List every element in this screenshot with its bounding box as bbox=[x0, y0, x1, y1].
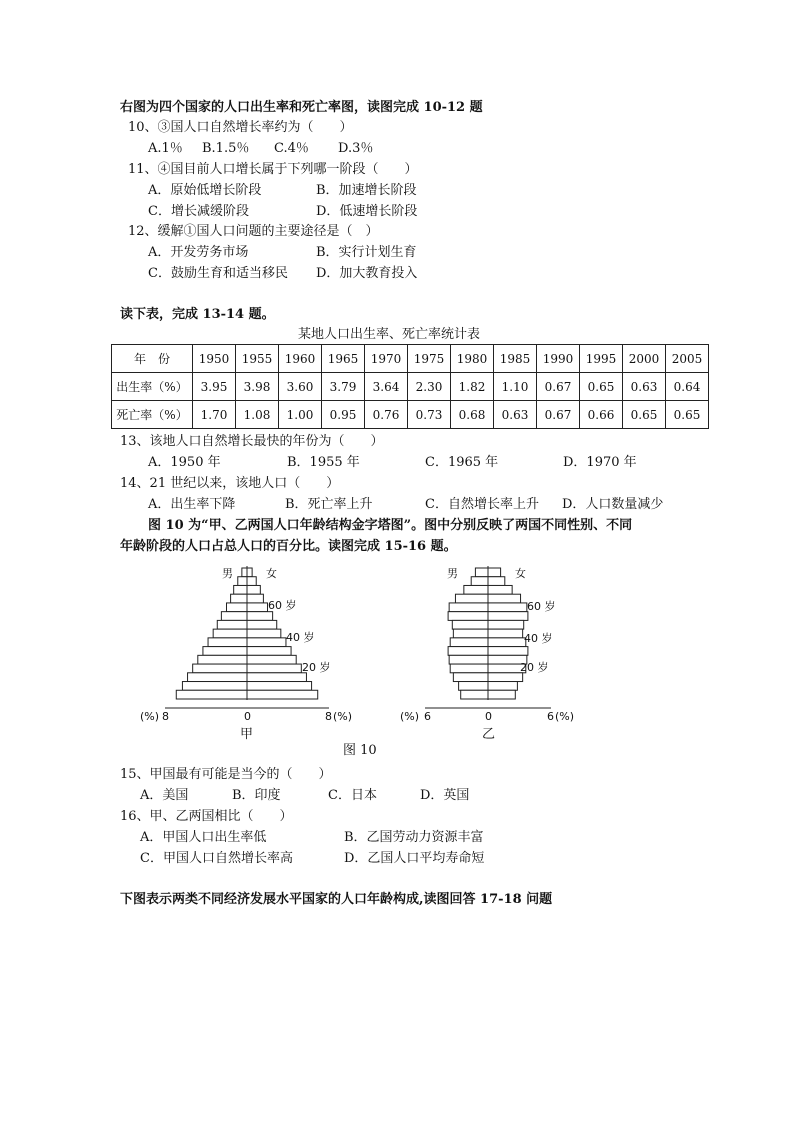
pyramid-tick-center: 0 bbox=[485, 710, 492, 723]
question-13-stem: 13、该地人口自然增长最快的年份为（ ） bbox=[120, 434, 384, 449]
pyramid-age-label-60: 60 岁 bbox=[268, 599, 297, 612]
question-11-option-a[interactable]: A．原始低增长阶段 bbox=[148, 183, 262, 198]
pyramid-age-label-20: 20 岁 bbox=[520, 661, 549, 674]
table-row-death bbox=[112, 401, 709, 429]
pyramid-bar-male bbox=[464, 585, 488, 594]
pyramid-bar-male bbox=[176, 690, 247, 699]
pyramid-bar-male bbox=[475, 568, 488, 577]
table-cell: 1965 bbox=[322, 345, 365, 373]
pyramid-bar-male bbox=[461, 690, 488, 699]
pyramid-bar-male bbox=[234, 585, 247, 594]
pyramid-bar-female bbox=[488, 585, 512, 594]
pyramid-bar-female bbox=[247, 612, 273, 621]
pyramid-tick-left: 6 bbox=[424, 710, 431, 723]
pyramid-bar-male bbox=[471, 577, 488, 586]
pyramid-female-label: 女 bbox=[515, 567, 526, 580]
pyramid-bar-male bbox=[213, 629, 247, 638]
table-cell: 3.60 bbox=[279, 373, 322, 401]
table-cell: 0.64 bbox=[666, 373, 709, 401]
pyramid-age-label-40: 40 岁 bbox=[524, 632, 553, 645]
pyramid-bar-male bbox=[188, 673, 247, 682]
pyramid-bar-female bbox=[488, 682, 517, 691]
table-cell: 0.65 bbox=[580, 373, 623, 401]
question-16-option-d[interactable]: D．乙国人口平均寿命短 bbox=[344, 851, 485, 866]
question-16-option-a[interactable]: A．甲国人口出生率低 bbox=[140, 830, 267, 845]
table-header-year: 年 份 bbox=[112, 345, 193, 373]
table-cell: 0.67 bbox=[537, 401, 580, 429]
pyramid-bar-male bbox=[221, 612, 247, 621]
pyramid-bar-male bbox=[452, 620, 488, 629]
table-cell: 0.67 bbox=[537, 373, 580, 401]
pyramid-bar-female bbox=[247, 690, 318, 699]
table-cell: 0.63 bbox=[623, 373, 666, 401]
pyramid-chart-jia bbox=[140, 560, 360, 745]
pyramid-bar-female bbox=[247, 673, 306, 682]
question-14-option-d[interactable]: D．人口数量减少 bbox=[562, 497, 664, 512]
table-cell: 3.95 bbox=[193, 373, 236, 401]
pyramid-bar-male bbox=[448, 647, 488, 656]
question-14-option-b[interactable]: B．死亡率上升 bbox=[285, 497, 373, 512]
pyramid-bar-female bbox=[247, 577, 256, 586]
table-cell: 0.65 bbox=[666, 401, 709, 429]
pyramid-bar-male bbox=[450, 638, 488, 647]
table-cell: 2.30 bbox=[408, 373, 451, 401]
table-cell: 1950 bbox=[193, 345, 236, 373]
question-15-option-a[interactable]: A．美国 bbox=[140, 788, 189, 803]
pyramid-bar-female bbox=[488, 620, 524, 629]
question-15-option-b[interactable]: B．印度 bbox=[232, 788, 281, 803]
table-header-death: 死亡率（%） bbox=[112, 401, 193, 429]
question-15-option-c[interactable]: C．日本 bbox=[328, 788, 377, 803]
question-13-option-d[interactable]: D．1970 年 bbox=[563, 455, 637, 470]
pyramid-name-jia: 甲 bbox=[240, 727, 254, 742]
pyramid-bar-female bbox=[247, 568, 252, 577]
table-cell: 1980 bbox=[451, 345, 494, 373]
pyramid-axis-unit-right: (%) bbox=[555, 710, 575, 723]
table-cell: 1995 bbox=[580, 345, 623, 373]
pyramid-bar-male bbox=[450, 664, 488, 673]
question-13-option-b[interactable]: B．1955 年 bbox=[287, 455, 360, 470]
pyramid-male-label: 男 bbox=[222, 567, 233, 580]
pyramid-male-label: 男 bbox=[447, 567, 458, 580]
pyramid-tick-right: 8 bbox=[325, 710, 332, 723]
table-cell: 0.66 bbox=[580, 401, 623, 429]
table-cell: 1.00 bbox=[279, 401, 322, 429]
table-cell: 1955 bbox=[236, 345, 279, 373]
pyramid-bar-female bbox=[247, 682, 312, 691]
pyramid-bar-female bbox=[488, 647, 528, 656]
pyramid-bar-female bbox=[247, 603, 268, 612]
pyramid-bar-female bbox=[247, 585, 260, 594]
question-10-stem: 10、③国人口自然增长率约为（ ） bbox=[128, 120, 353, 135]
question-12-option-c[interactable]: C．鼓励生育和适当移民 bbox=[148, 266, 288, 281]
pyramid-bar-male bbox=[203, 647, 247, 656]
pyramid-bar-male bbox=[448, 612, 488, 621]
pyramid-bar-female bbox=[488, 638, 526, 647]
table-cell: 1.82 bbox=[451, 373, 494, 401]
pyramid-age-label-40: 40 岁 bbox=[286, 631, 315, 644]
pyramid-bar-female bbox=[488, 594, 521, 603]
table-row-birth bbox=[112, 373, 709, 401]
table-cell: 0.68 bbox=[451, 401, 494, 429]
pyramid-female-label: 女 bbox=[266, 567, 277, 580]
pyramid-name-yi: 乙 bbox=[482, 727, 496, 742]
question-14-option-a[interactable]: A．出生率下降 bbox=[148, 497, 236, 512]
table-cell: 1.70 bbox=[193, 401, 236, 429]
table-cell: 0.63 bbox=[494, 401, 537, 429]
pyramid-axis-unit-left: (%) bbox=[400, 710, 420, 723]
table-row-years bbox=[112, 345, 709, 373]
pyramid-bar-female bbox=[488, 629, 523, 638]
pyramid-axis-unit-right: (%) bbox=[333, 710, 353, 723]
pyramid-tick-left: 8 bbox=[162, 710, 169, 723]
question-13-option-c[interactable]: C．1965 年 bbox=[425, 455, 499, 470]
pyramid-bar-female bbox=[488, 690, 515, 699]
question-14-stem: 14、21 世纪以来，该地人口（ ） bbox=[120, 476, 340, 491]
pyramid-age-label-60: 60 岁 bbox=[527, 600, 556, 613]
table-cell: 1.08 bbox=[236, 401, 279, 429]
pyramid-bar-male bbox=[449, 655, 488, 664]
pyramid-bar-male bbox=[193, 664, 247, 673]
question-16-option-b[interactable]: B．乙国劳动力资源丰富 bbox=[344, 830, 484, 845]
table-cell: 1960 bbox=[279, 345, 322, 373]
question-10-option-a[interactable]: A.1％ bbox=[148, 141, 183, 156]
question-11-option-d[interactable]: D．低速增长阶段 bbox=[316, 204, 418, 219]
pyramid-tick-right: 6 bbox=[547, 710, 554, 723]
table-cell: 1970 bbox=[365, 345, 408, 373]
table-cell: 1.10 bbox=[494, 373, 537, 401]
table-cell: 0.65 bbox=[623, 401, 666, 429]
table-header-birth: 出生率（%） bbox=[112, 373, 193, 401]
pyramid-bar-male bbox=[208, 638, 247, 647]
pyramid-bar-female bbox=[247, 647, 291, 656]
table-cell: 3.79 bbox=[322, 373, 365, 401]
pyramid-bar-male bbox=[231, 594, 247, 603]
question-13-option-a[interactable]: A．1950 年 bbox=[148, 455, 221, 470]
stats-table bbox=[111, 344, 709, 429]
table-title: 某地人口出生率、死亡率统计表 bbox=[298, 327, 481, 342]
pyramid-bar-female bbox=[488, 612, 528, 621]
question-11-stem: 11、④国目前人口增长属于下列哪一阶段（ ） bbox=[128, 162, 418, 177]
pyramid-bar-male bbox=[182, 682, 247, 691]
pyramid-bar-male bbox=[242, 568, 247, 577]
question-15-option-d[interactable]: D．英国 bbox=[420, 788, 470, 803]
pyramid-tick-center: 0 bbox=[244, 710, 251, 723]
pyramid-bar-female bbox=[247, 655, 296, 664]
table-cell: 2000 bbox=[623, 345, 666, 373]
table-cell: 2005 bbox=[666, 345, 709, 373]
pyramid-bar-male bbox=[453, 673, 488, 682]
pyramid-bar-male bbox=[453, 629, 488, 638]
section-intro-15-16-line2: 年龄阶段的人口占总人口的百分比。读图完成 15-16 题。 bbox=[120, 539, 457, 554]
question-10-option-c[interactable]: C.4％ bbox=[274, 141, 309, 156]
question-14-option-c[interactable]: C．自然增长率上升 bbox=[425, 497, 539, 512]
pyramid-axis-unit-left: (%) bbox=[140, 710, 160, 723]
section-intro-13-14: 读下表，完成 13-14 题。 bbox=[120, 307, 275, 322]
question-10-option-b[interactable]: B.1.5％ bbox=[202, 141, 250, 156]
pyramid-bar-female bbox=[488, 603, 527, 612]
question-11-option-b[interactable]: B．加速增长阶段 bbox=[316, 183, 417, 198]
pyramid-bar-male bbox=[238, 577, 247, 586]
question-12-option-a[interactable]: A．开发劳务市场 bbox=[148, 245, 249, 260]
pyramid-bar-male bbox=[198, 655, 247, 664]
section-intro-17-18: 下图表示两类不同经济发展水平国家的人口年龄构成,读图回答 17-18 问题 bbox=[120, 892, 553, 907]
table-cell: 3.64 bbox=[365, 373, 408, 401]
question-16-option-c[interactable]: C．甲国人口自然增长率高 bbox=[140, 851, 293, 866]
pyramid-bar-female bbox=[247, 664, 301, 673]
question-16-stem: 16、甲、乙两国相比（ ） bbox=[120, 809, 293, 824]
pyramid-bar-male bbox=[227, 603, 248, 612]
pyramid-bar-female bbox=[247, 629, 281, 638]
table-cell: 1975 bbox=[408, 345, 451, 373]
pyramid-bar-female bbox=[488, 577, 505, 586]
pyramid-chart-yi bbox=[400, 560, 590, 745]
pyramid-bar-female bbox=[488, 568, 501, 577]
question-12-option-d[interactable]: D．加大教育投入 bbox=[316, 266, 418, 281]
table-cell: 0.76 bbox=[365, 401, 408, 429]
pyramid-bar-male bbox=[459, 682, 488, 691]
section-intro-15-16-line1: 图 10 为“甲、乙两国人口年龄结构金字塔图”。图中分别反映了两国不同性别、不同 bbox=[148, 518, 633, 533]
question-10-option-d[interactable]: D.3％ bbox=[338, 141, 374, 156]
pyramid-bar-female bbox=[488, 673, 523, 682]
question-12-stem: 12、缓解①国人口问题的主要途径是（ ） bbox=[128, 224, 379, 239]
pyramid-bar-male bbox=[449, 603, 488, 612]
pyramid-bar-female bbox=[247, 638, 286, 647]
figure-caption: 图 10 bbox=[343, 743, 377, 758]
section-intro-10-12: 右图为四个国家的人口出生率和死亡率图，读图完成 10-12 题 bbox=[120, 100, 483, 115]
question-15-stem: 15、甲国最有可能是当今的（ ） bbox=[120, 767, 332, 782]
pyramid-bar-female bbox=[247, 594, 263, 603]
table-cell: 0.73 bbox=[408, 401, 451, 429]
pyramid-age-label-20: 20 岁 bbox=[302, 661, 331, 674]
table-cell: 3.98 bbox=[236, 373, 279, 401]
pyramid-bar-female bbox=[247, 620, 277, 629]
table-cell: 0.95 bbox=[322, 401, 365, 429]
pyramid-bar-male bbox=[217, 620, 247, 629]
pyramid-bar-male bbox=[455, 594, 488, 603]
table-cell: 1985 bbox=[494, 345, 537, 373]
question-11-option-c[interactable]: C．增长减缓阶段 bbox=[148, 204, 249, 219]
question-12-option-b[interactable]: B．实行计划生育 bbox=[316, 245, 417, 260]
table-cell: 1990 bbox=[537, 345, 580, 373]
